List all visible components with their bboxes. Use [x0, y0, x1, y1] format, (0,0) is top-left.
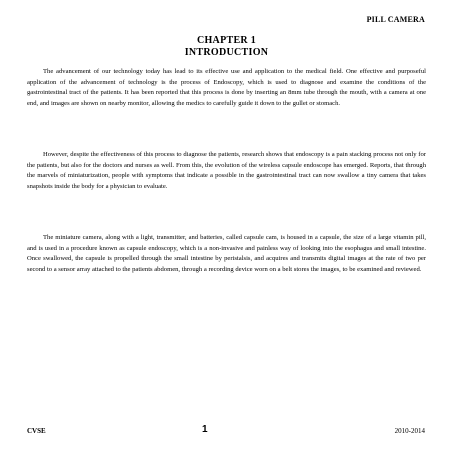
footer-department: CVSE: [27, 427, 46, 435]
running-header: PILL CAMERA: [366, 15, 425, 24]
footer-year-range: 2010-2014: [394, 427, 425, 435]
body-paragraph-3: The miniature camera, along with a light, transmitter, and batteries, called capsule cam, is housed in a capsule, the size of a large vitamin pill, and is used in a procedure known as capsule endoscopy, which is a non-invasive and painless way of looking into the esophagus and small intestine. Once swallowed, the capsule is propelled through the small intestine by peristalsis, and acquires and transmits digital images at the rate of two per second to a sensor array attached to the patients abdomen, through a recording device worn on a belt stores the images, to be examined and reviewed.: [27, 234, 426, 273]
chapter-label: CHAPTER 1: [196, 35, 257, 46]
body-paragraph-2: However, despite the effectiveness of this process to diagnose the patients, research shows that endoscopy is a pain stacking process not only for the patients, but also for the doctors and nurses as well. From this, the evolution of the wireless capsule endoscope has emerged. Reports, that through the marvels of miniaturization, people with symptoms that indicate a possible in the gastrointestinal tract can now swallow a tiny camera that takes snapshots inside the body for a physician to evaluate.: [27, 151, 426, 190]
chapter-title: INTRODUCTION: [184, 47, 269, 58]
body-paragraph-1: The advancement of our technology today has lead to its effective use and application to the medical field. One effective and purposeful application of the advancement of technology is the process of Endoscopy, which is used to diagnose and examine the conditions of the gastrointestinal tract of the patients. It has been reported that this process is done by inserting an 8mm tube through the mouth, with a camera at one end, and images are shown on nearby monitor, allowing the medics to carefully guide it down to the gullet or stomach.: [27, 68, 426, 107]
page-number: 1: [202, 424, 208, 435]
